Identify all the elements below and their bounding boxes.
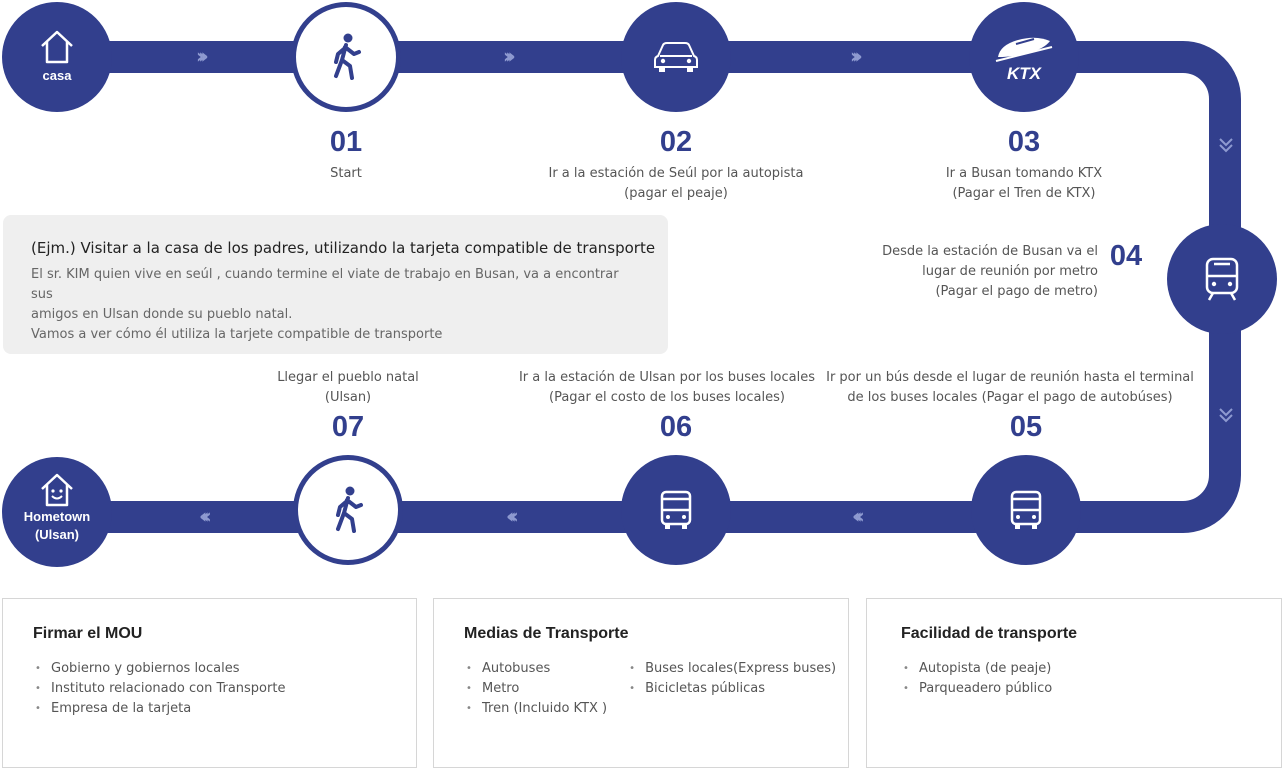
hometown-label-line1: Hometown <box>23 509 91 524</box>
step-07-line1: Llegar el pueblo natal <box>277 370 419 385</box>
ktx-logo-text: KTX <box>1007 64 1041 83</box>
transport-media-title: Medias de Transporte <box>464 625 629 642</box>
step-desc-07 <box>248 368 448 408</box>
step-06-line1: Ir a la estación de Ulsan por los buses locales <box>518 370 816 385</box>
step-desc-05 <box>810 368 1210 408</box>
step-03-line1: Ir a Busan tomando KTX <box>945 166 1103 181</box>
step-04-line3: (Pagar el pago de metro) <box>935 284 1098 299</box>
chevron-left-icon: ‹‹‹ <box>506 504 513 528</box>
transport-media-columns <box>464 659 848 719</box>
transport-facility-box <box>866 598 1282 768</box>
step-05-line1: Ir por un bús desde el lugar de reunión hasta el terminal <box>826 370 1194 385</box>
chevron-down-icon <box>1217 406 1235 424</box>
node-step-07 <box>293 455 403 565</box>
list-item: • Metro <box>464 679 607 699</box>
chevron-right-icon: ››› <box>196 44 203 68</box>
node-home-label: casa <box>42 68 72 83</box>
step-number-04: 04 <box>1109 240 1143 272</box>
step-number-06: 06 <box>659 411 693 443</box>
chevron-right-icon: ››› <box>850 44 857 68</box>
example-body-line2: amigos en Ulsan donde su pueblo natal. <box>31 307 293 322</box>
transport-facility-list <box>901 659 1281 699</box>
transport-media-box <box>433 598 849 768</box>
list-item: • Instituto relacionado con Transporte <box>33 679 416 699</box>
list-item: • Gobierno y gobiernos locales <box>33 659 416 679</box>
step-02-line2: (pagar el peaje) <box>624 186 728 201</box>
mou-title: Firmar el MOU <box>33 625 143 642</box>
node-hometown-label <box>24 508 90 544</box>
step-06-line2: (Pagar el costo de los buses locales) <box>549 390 785 405</box>
transport-media-list-2 <box>627 659 836 719</box>
list-item: • Tren (Incluido KTX ) <box>464 699 607 719</box>
step-04-line2: lugar de reunión por metro <box>922 264 1098 279</box>
node-home <box>2 2 112 112</box>
list-item: • Empresa de la tarjeta <box>33 699 416 719</box>
example-title: (Ejm.) Visitar a la casa de los padres, utilizando la tarjeta compatible de transporte <box>31 239 656 257</box>
step-01-line1: Start <box>330 166 362 181</box>
chevron-left-icon: ‹‹‹ <box>852 504 859 528</box>
walking-person-icon <box>328 32 364 82</box>
transport-facility-title: Facilidad de transporte <box>901 625 1078 642</box>
node-step-01 <box>291 2 401 112</box>
list-item: • Buses locales(Express buses) <box>627 659 836 679</box>
example-body <box>31 265 640 345</box>
step-number-01: 01 <box>329 126 363 158</box>
list-item: • Parqueadero público <box>901 679 1281 699</box>
transport-media-list-1 <box>464 659 607 719</box>
metro-train-icon <box>1204 256 1240 302</box>
smiling-house-icon <box>38 472 76 508</box>
step-number-07: 07 <box>331 411 365 443</box>
step-desc-02 <box>526 164 826 204</box>
step-desc-06 <box>504 368 830 408</box>
node-step-03 <box>969 2 1079 112</box>
example-panel <box>3 215 668 354</box>
step-desc-03 <box>904 164 1144 204</box>
node-step-06 <box>621 455 731 565</box>
example-body-line1: El sr. KIM quien vive en seúl , cuando termine el viate de trabajo en Busan, va a encontrar sus <box>31 267 619 302</box>
chevron-down-icon <box>1217 136 1235 154</box>
step-desc-04 <box>858 242 1098 302</box>
step-desc-01 <box>246 164 446 184</box>
chevron-left-icon: ‹‹‹ <box>199 504 206 528</box>
walking-person-icon <box>330 485 366 535</box>
car-icon <box>652 40 700 74</box>
ktx-train-icon <box>994 31 1054 65</box>
mou-box <box>2 598 417 768</box>
step-05-line2: de los buses locales (Pagar el pago de autobúses) <box>847 390 1173 405</box>
step-number-02: 02 <box>659 126 693 158</box>
mou-list <box>33 659 416 719</box>
hometown-label-line2: (Ulsan) <box>34 527 80 542</box>
step-04-line1: Desde la estación de Busan va el <box>882 244 1098 259</box>
example-body-line3: Vamos a ver cómo él utiliza la tarjete compatible de transporte <box>31 327 443 342</box>
house-icon <box>38 29 76 65</box>
list-item: • Autopista (de peaje) <box>901 659 1281 679</box>
list-item: • Bicicletas públicas <box>627 679 836 699</box>
step-number-05: 05 <box>1009 411 1043 443</box>
step-07-line2: (Ulsan) <box>324 390 372 405</box>
chevron-right-icon: ››› <box>503 44 510 68</box>
step-03-line2: (Pagar el Tren de KTX) <box>952 186 1096 201</box>
step-number-03: 03 <box>1007 126 1041 158</box>
bus-icon <box>659 489 693 531</box>
list-item: • Autobuses <box>464 659 607 679</box>
node-hometown <box>2 457 112 567</box>
bus-icon <box>1009 489 1043 531</box>
step-02-line1: Ir a la estación de Seúl por la autopista <box>548 166 804 181</box>
node-step-05 <box>971 455 1081 565</box>
node-step-02 <box>621 2 731 112</box>
